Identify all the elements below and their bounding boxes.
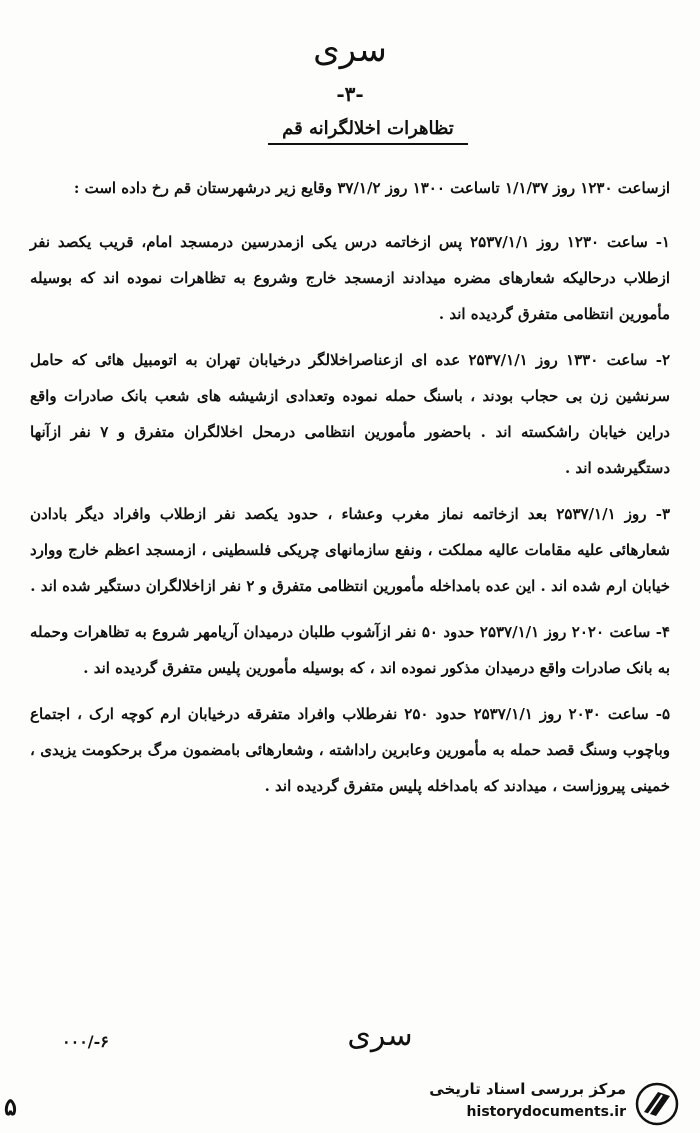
report-item-1: ۱- ساعت ۱۲۳۰ روز ۲۵۳۷/۱/۱ پس ازخاتمه درس یکی ازمدرسین درمسجد امام، قریب یکصد نفر ازطلاب درحالیکه شعارهای مضره میدادند ازمسجد خارج وشروع به تظاهرات نموده اند که بوسیله مأمورین انتظامی متفرق گردیده اند .	[30, 233, 670, 323]
classification-footer: سری	[347, 1018, 413, 1053]
watermark	[400, 1080, 690, 1128]
document-body	[30, 170, 670, 814]
classification-header: سری	[313, 30, 387, 70]
report-item-5: ۵- ساعت ۲۰۳۰ روز ۲۵۳۷/۱/۱ حدود ۲۵۰ نفرطلاب وافراد متفرقه درخیابان ارم کوچه ارک ، اجتماع وباچوب وسنگ قصد حمله به مأمورین وعابرین راداشته ، وشعارهائی بامضمون مرگ برحکومت یزیدی ، خمینی پیروزاست ، میدادند که بامداخله پلیس متفرق گردیده اند .	[30, 705, 670, 795]
report-item-3: ۳- روز ۲۵۳۷/۱/۱ بعد ازخاتمه نماز مغرب وعشاء ، حدود یکصد نفر ازطلاب وافراد دیگر بادادن شعارهائی علیه مقامات عالیه مملکت ، ونفع سازمانهای چریکی فلسطینی ، ازمسجد اعظم خارج ووارد خیابان ارم شده اند . این عده بامداخله مأمورین انتظامی متفرق و ۲ نفر ازاخلالگران دستگیر شده اند .	[30, 505, 670, 595]
watermark-url: historydocuments.ir	[466, 1104, 626, 1120]
page-number: -۳-	[336, 82, 364, 106]
document-title: تظاهرات اخلالگرانه قم	[268, 118, 468, 145]
margin-page-mark: ۵	[4, 1092, 17, 1121]
report-item-2: ۲- ساعت ۱۳۳۰ روز ۲۵۳۷/۱/۱ عده ای ازعناصراخلالگر درخیابان تهران به اتومبیل هائی که حامل سرنشین زن بی حجاب بودند ، باسنگ حمله نموده وتعدادی ازشیشه های شعب بانک صادرات واقع دراین خیابان راشکسته اند . باحضور مأمورین انتظامی درمحل اخلالگران متفرق و ۷ نفر ازآنها دستگیرشده اند .	[30, 351, 670, 477]
document-number: ۰۰۰/-۶	[62, 1032, 109, 1051]
document-center-logo-icon	[634, 1082, 680, 1126]
intro-paragraph: ازساعت ۱۲۳۰ روز ۱/۱/۳۷ تاساعت ۱۳۰۰ روز ۳۷/۱/۲ وقایع زیر درشهرستان قم رخ داده است :	[73, 179, 670, 197]
watermark-org-name: مرکز بررسی اسناد تاریخی	[429, 1080, 626, 1098]
report-item-4: ۴- ساعت ۲۰۲۰ روز ۲۵۳۷/۱/۱ حدود ۵۰ نفر ازآشوب طلبان درمیدان آریامهر شروع به تظاهرات وحمله به بانک صادرات واقع درمیدان مذکور نموده اند ، که بوسیله مأمورین پلیس متفرق گردیده اند .	[30, 623, 670, 677]
